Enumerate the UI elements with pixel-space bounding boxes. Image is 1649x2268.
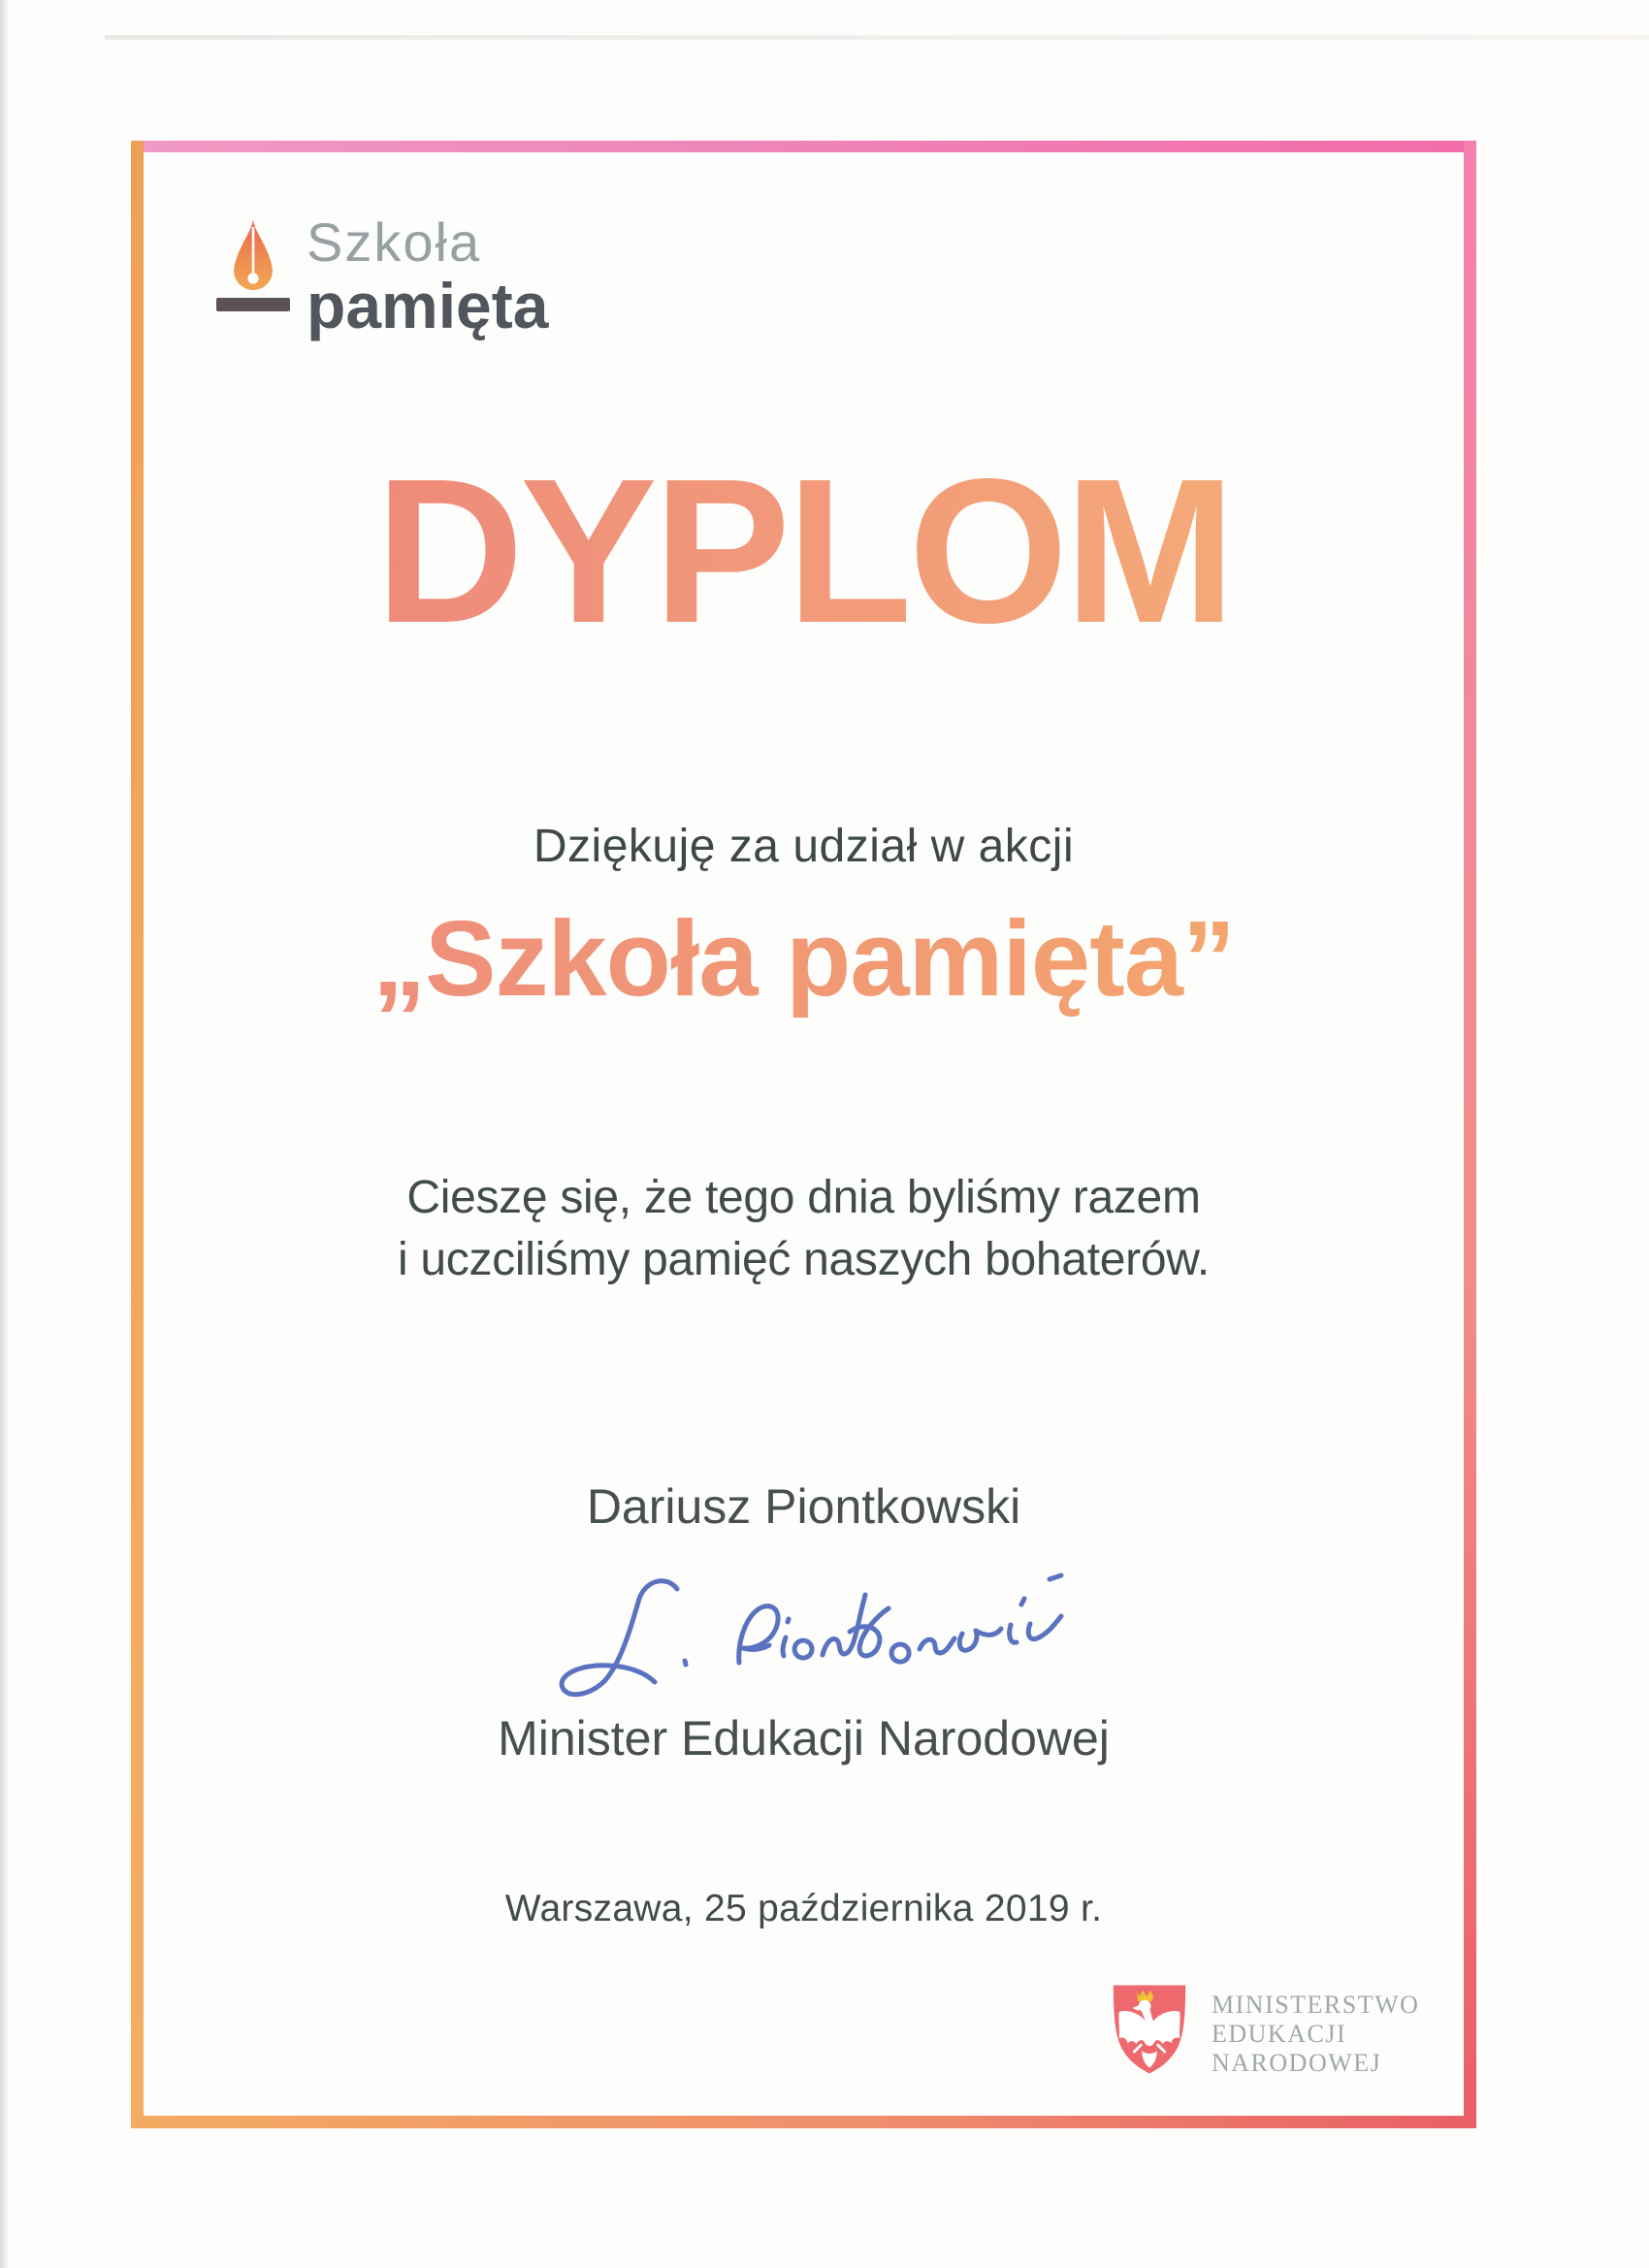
polish-eagle-emblem-icon: [1107, 1982, 1192, 2078]
logo-wordmark: [307, 211, 549, 341]
scan-edge-artifact-top: [105, 35, 1649, 40]
ministry-line-3: NARODOWEJ: [1212, 2049, 1382, 2077]
ministry-line-2: EDUKACJI: [1212, 2020, 1347, 2048]
logo-brand-top: Szkoła: [307, 211, 482, 273]
ministry-name: [1212, 1991, 1419, 2078]
frame-border-right: [1464, 141, 1476, 2128]
message-line-1: Cieszę się, że tego dnia byliśmy razem: [406, 1172, 1201, 1223]
frame-border-top: [131, 141, 1476, 152]
signer-name: Dariusz Piontkowski: [586, 1479, 1021, 1534]
message-paragraph: [131, 1167, 1476, 1291]
frame-border-left: [131, 141, 144, 2128]
signer-title: Minister Edukacji Narodowej: [498, 1711, 1110, 1766]
intro-line: Dziękuję za udział w akcji: [533, 821, 1075, 872]
scan-edge-artifact-left: [0, 0, 10, 2268]
signature-handwriting: [532, 1548, 1075, 1728]
diploma-title: DYPLOM: [131, 448, 1476, 654]
logo-brand-bottom: pamięta: [307, 270, 549, 341]
logo-base-bar: [216, 298, 290, 311]
ministry-line-1: MINISTERSTWO: [1212, 1991, 1420, 2019]
place-date-line: Warszawa, 25 października 2019 r.: [504, 1888, 1103, 1929]
flame-pen-drop-icon: [232, 217, 275, 301]
campaign-name: „Szkoła pamięta”: [131, 900, 1476, 1018]
message-line-2: i uczciliśmy pamięć naszych bohaterów.: [398, 1234, 1210, 1285]
frame-border-bottom: [131, 2116, 1476, 2128]
